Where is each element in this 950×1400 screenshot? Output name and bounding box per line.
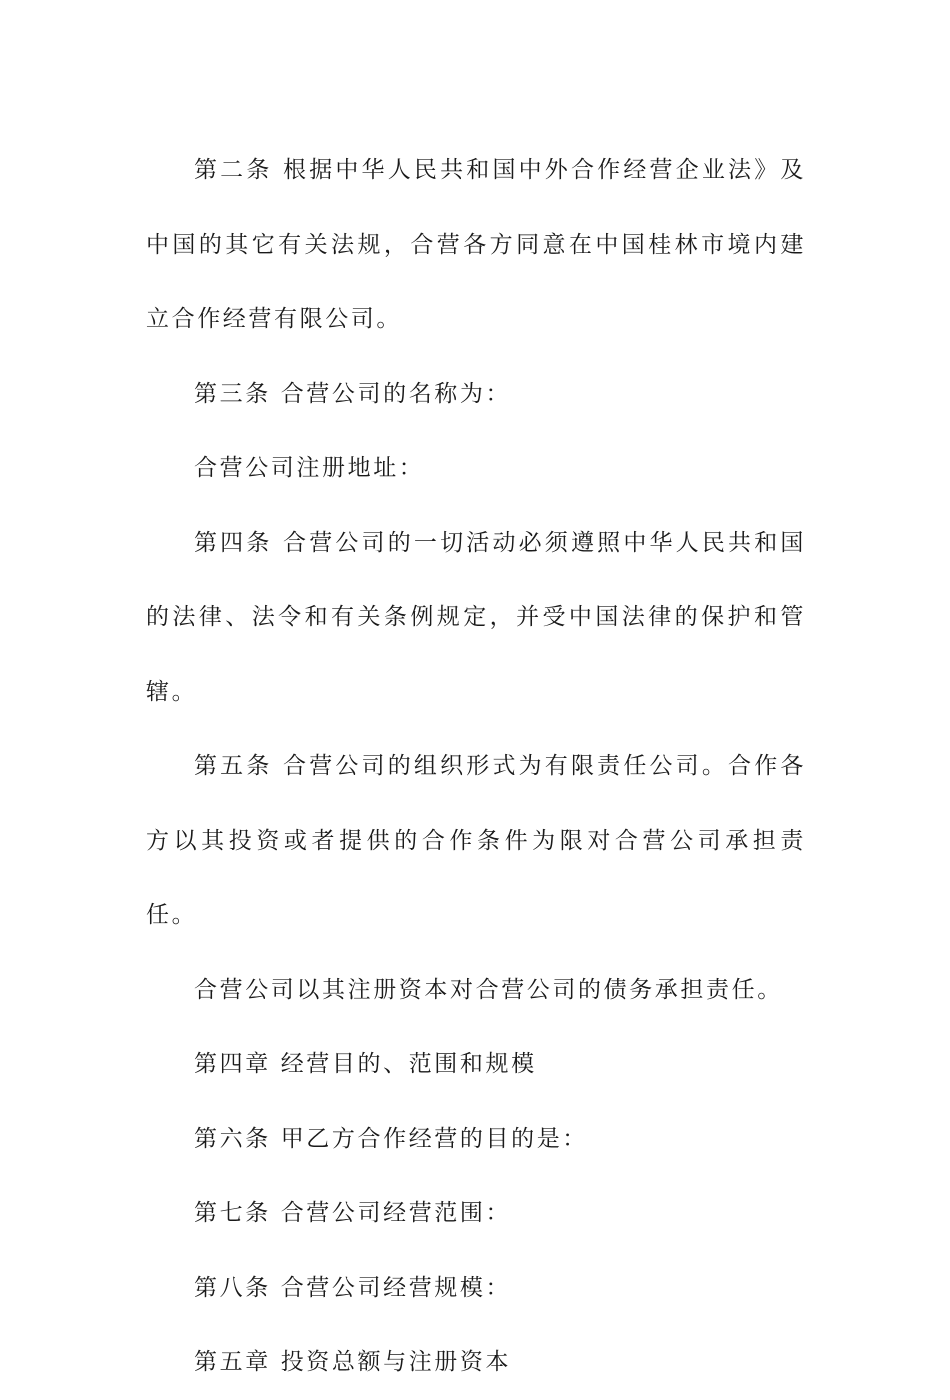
document-body — [146, 133, 806, 1400]
paragraph-article-8: 第八条 合营公司经营规模： — [194, 1274, 512, 1301]
chapter-5-heading: 第五章 投资总额与注册资本 — [194, 1349, 512, 1375]
paragraph-article-5: 第五条 合营公司的组织形式为有限责任公司。合作各方以其投资或者提供的合作条件为限对合营公司承担责任。 — [146, 753, 806, 928]
paragraph-liability: 合营公司以其注册资本对合营公司的债务承担责任。 — [194, 976, 783, 1003]
paragraph-article-4: 第四条 合营公司的一切活动必须遵照中华人民共和国的法律、法令和有关条例规定，并受中国法律的保护和管辖。 — [146, 529, 806, 705]
paragraph-article-3: 第三条 合营公司的名称为： — [194, 380, 512, 407]
paragraph-article-2: 第二条 根据中华人民共和国中外合作经营企业法》及中国的其它有关法规，合营各方同意在中国桂林市境内建立合作经营有限公司。 — [146, 157, 806, 332]
paragraph-article-6: 第六条 甲乙方合作经营的目的是： — [194, 1125, 588, 1152]
chapter-4-heading: 第四章 经营目的、范围和规模 — [194, 1051, 537, 1077]
paragraph-article-7: 第七条 合营公司经营范围： — [194, 1200, 512, 1226]
paragraph-registered-address: 合营公司注册地址： — [194, 455, 425, 481]
